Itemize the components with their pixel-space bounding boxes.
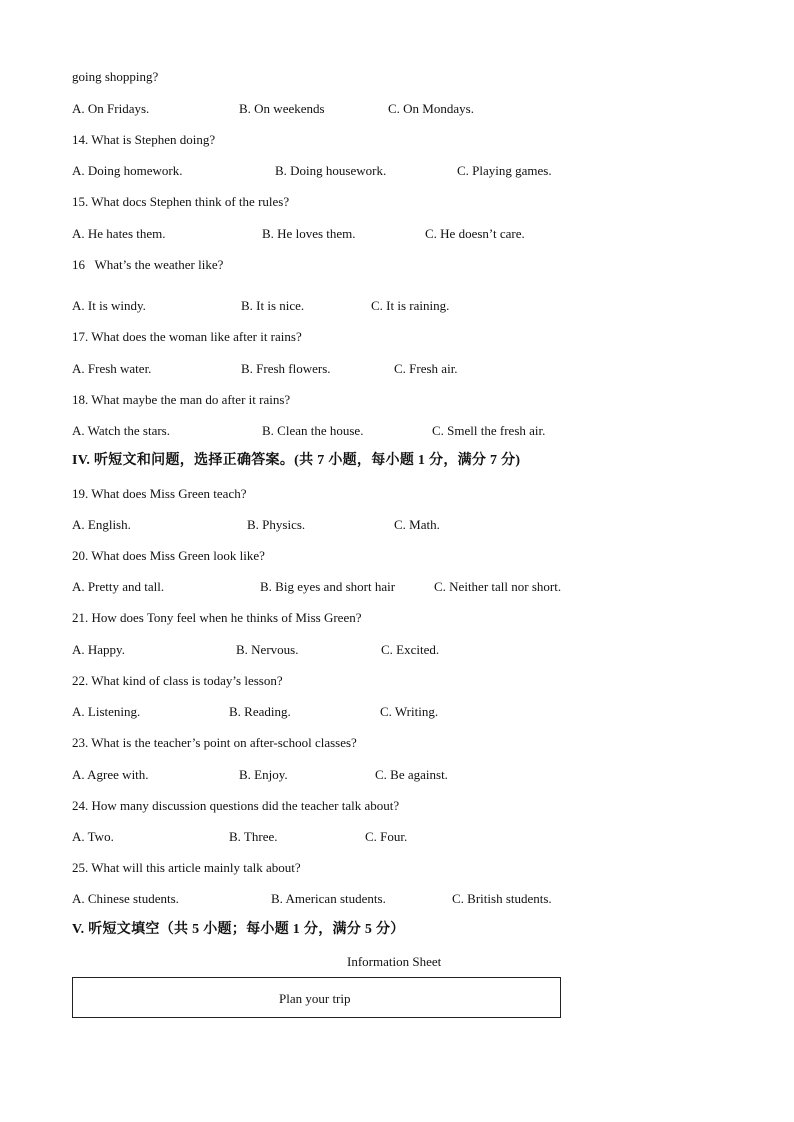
- option-b: B. Nervous.: [236, 642, 299, 657]
- information-sheet-title: Information Sheet: [347, 954, 442, 969]
- question-13-continuation: going shopping?: [72, 69, 159, 84]
- section-4-heading: IV. 听短文和问题，选择正确答案。(共 7 小题，每小题 1 分，满分 7 分): [72, 453, 521, 468]
- option-c: C. He doesn’t care.: [425, 226, 525, 241]
- option-b: B. Reading.: [229, 704, 291, 719]
- option-a: A. Happy.: [72, 642, 125, 657]
- question-16: 16 What’s the weather like?: [72, 257, 224, 272]
- option-c: C. Four.: [365, 829, 408, 844]
- question-18: 18. What maybe the man do after it rains?: [72, 392, 291, 407]
- option-c: C. British students.: [452, 891, 552, 906]
- question-21: 21. How does Tony feel when he thinks of Miss Green?: [72, 610, 362, 625]
- option-c: C. Smell the fresh air.: [432, 423, 546, 438]
- option-b: B. Fresh flowers.: [241, 361, 331, 376]
- option-b: B. American students.: [271, 891, 386, 906]
- option-a: A. Watch the stars.: [72, 423, 170, 438]
- option-b: B. Three.: [229, 829, 278, 844]
- option-b: B. Physics.: [247, 517, 306, 532]
- question-17: 17. What does the woman like after it rains?: [72, 329, 302, 344]
- question-22: 22. What kind of class is today’s lesson?: [72, 673, 283, 688]
- option-b: B. It is nice.: [241, 298, 305, 313]
- option-c: C. Be against.: [375, 767, 448, 782]
- option-c: C. It is raining.: [371, 298, 450, 313]
- option-a: A. It is windy.: [72, 298, 146, 313]
- option-a: A. On Fridays.: [72, 101, 150, 116]
- option-c: C. Playing games.: [457, 163, 552, 178]
- option-a: A. English.: [72, 517, 131, 532]
- option-a: A. Two.: [72, 829, 114, 844]
- question-25: 25. What will this article mainly talk about?: [72, 860, 301, 875]
- option-a: A. Agree with.: [72, 767, 149, 782]
- question-15: 15. What docs Stephen think of the rules?: [72, 194, 290, 209]
- option-b: B. Clean the house.: [262, 423, 364, 438]
- question-24: 24. How many discussion questions did the teacher talk about?: [72, 798, 400, 813]
- option-c: C. Writing.: [380, 704, 439, 719]
- option-a: A. Listening.: [72, 704, 141, 719]
- option-c: C. Excited.: [381, 642, 440, 657]
- option-b: B. Big eyes and short hair: [260, 579, 396, 594]
- question-14: 14. What is Stephen doing?: [72, 132, 216, 147]
- option-a: A. Pretty and tall.: [72, 579, 165, 594]
- option-b: B. He loves them.: [262, 226, 356, 241]
- question-23: 23. What is the teacher’s point on after-school classes?: [72, 735, 357, 750]
- option-c: C. Fresh air.: [394, 361, 458, 376]
- question-20: 20. What does Miss Green look like?: [72, 548, 265, 563]
- option-c: C. Math.: [394, 517, 440, 532]
- option-a: A. Fresh water.: [72, 361, 152, 376]
- option-c: C. Neither tall nor short.: [434, 579, 562, 594]
- option-b: B. Enjoy.: [239, 767, 288, 782]
- question-19: 19. What does Miss Green teach?: [72, 486, 247, 501]
- option-b: B. Doing housework.: [275, 163, 387, 178]
- table-cell-plan-your-trip: Plan your trip: [279, 991, 351, 1006]
- option-a: A. He hates them.: [72, 226, 166, 241]
- information-sheet-table: [72, 977, 561, 1018]
- option-a: A. Doing homework.: [72, 163, 183, 178]
- section-5-heading: V. 听短文填空（共 5 小题；每小题 1 分，满分 5 分）: [72, 922, 405, 937]
- option-a: A. Chinese students.: [72, 891, 179, 906]
- option-b: B. On weekends: [239, 101, 325, 116]
- option-c: C. On Mondays.: [388, 101, 474, 116]
